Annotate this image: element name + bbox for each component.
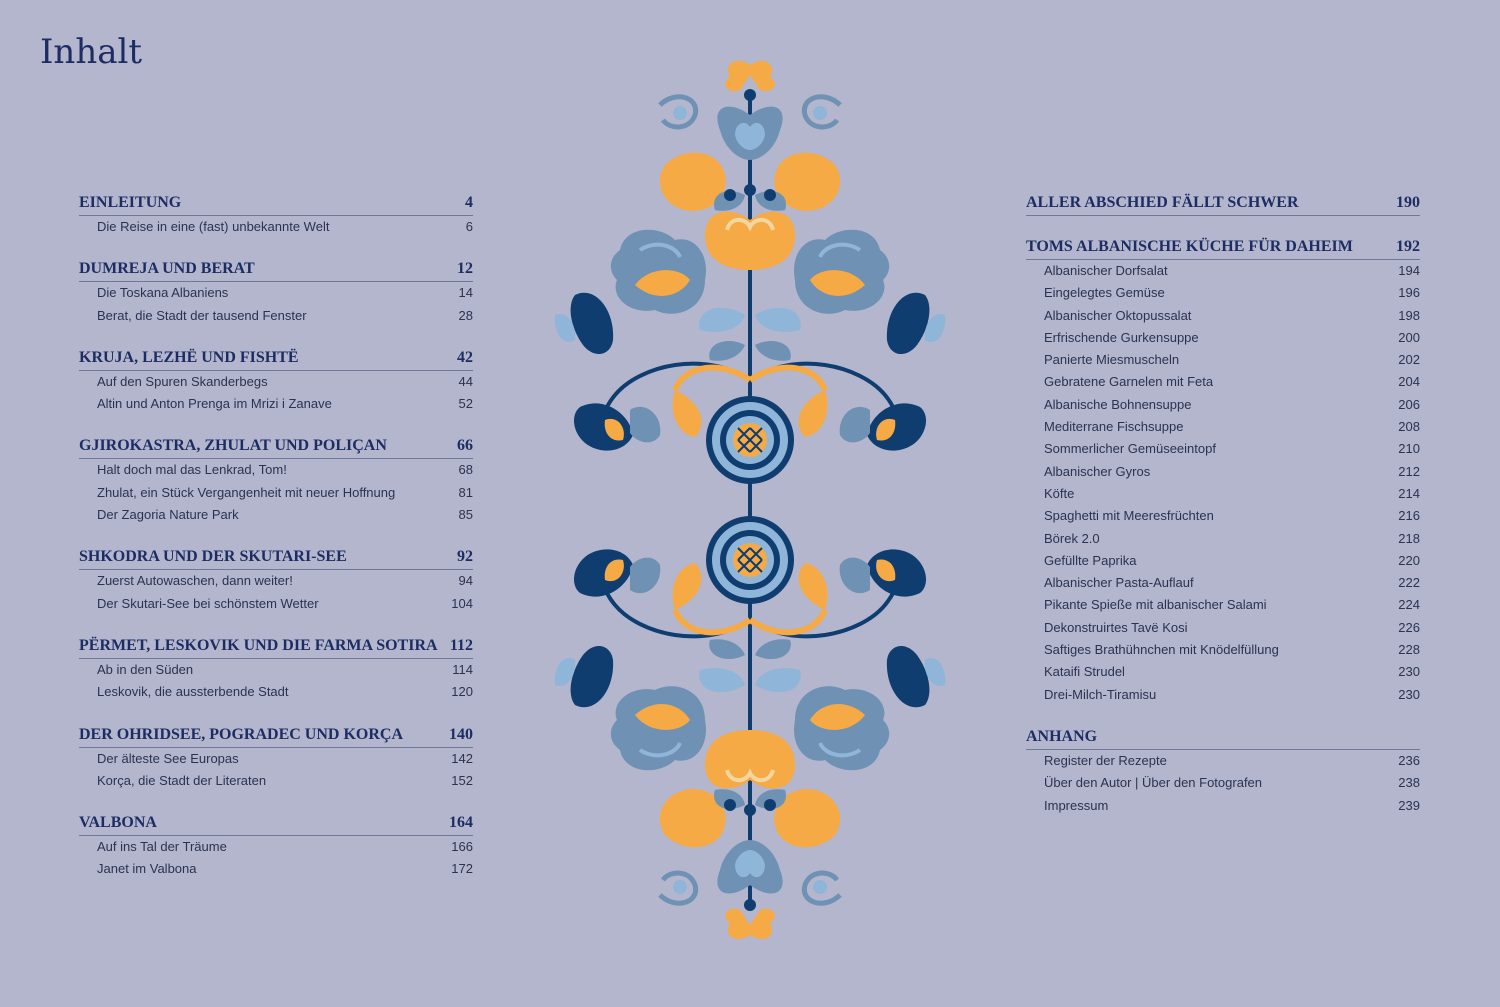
toc-right-column <box>1026 193 1420 838</box>
toc-entry <box>79 681 473 703</box>
entry-title: Die Reise in eine (fast) unbekannte Welt <box>97 219 330 234</box>
entry-page-number: 6 <box>465 219 473 234</box>
entry-page-number: 14 <box>458 285 473 301</box>
toc-entry <box>79 504 473 526</box>
entry-title: Der Skutari-See bei schönstem Wetter <box>97 595 319 611</box>
section-heading <box>79 348 473 371</box>
entry-page-number: 28 <box>458 307 473 323</box>
section-title: PËRMET, LESKOVIK UND DIE FARMA SOTIRA <box>79 636 438 654</box>
entry-page-number: 210 <box>1398 441 1420 457</box>
entry-page-number: 228 <box>1398 642 1420 658</box>
entry-title: Auf den Spuren Skanderbegs <box>97 373 268 389</box>
toc-section <box>79 725 473 793</box>
section-page-number: 112 <box>449 636 473 654</box>
entry-page-number: 230 <box>1398 686 1420 702</box>
toc-entry <box>1026 639 1420 661</box>
toc-entry <box>1026 349 1420 371</box>
entry-title: Janet im Valbona <box>97 861 197 877</box>
toc-entry <box>1026 327 1420 349</box>
section-title: DER OHRIDSEE, POGRADEC UND KORÇA <box>79 725 404 743</box>
toc-entry <box>79 858 473 880</box>
section-heading <box>79 436 473 459</box>
section-heading <box>1026 727 1420 750</box>
section-title: ANHANG <box>1026 727 1098 745</box>
entry-title: Die Toskana Albaniens <box>97 285 229 301</box>
entry-title: Börek 2.0 <box>1044 530 1100 546</box>
entry-title: Pikante Spieße mit albanischer Salami <box>1044 597 1267 613</box>
section-heading <box>79 547 473 570</box>
entry-title: Altin und Anton Prenga im Mrizi i Zanave <box>97 396 332 412</box>
toc-entry <box>1026 438 1420 460</box>
entry-title: Kataifi Strudel <box>1044 664 1125 680</box>
entry-title: Register der Rezepte <box>1044 752 1167 768</box>
section-page-number: 66 <box>457 437 473 455</box>
section-page-number: 92 <box>457 548 473 566</box>
toc-entry <box>79 836 473 858</box>
toc-entry <box>1026 550 1420 572</box>
section-heading <box>79 725 473 748</box>
entry-page-number: 230 <box>1398 664 1420 680</box>
entry-title: Köfte <box>1044 485 1075 501</box>
toc-entry <box>1026 684 1420 706</box>
section-title: ALLER ABSCHIED FÄLLT SCHWER <box>1026 194 1299 211</box>
entry-page-number: 44 <box>458 373 473 389</box>
toc-section <box>1026 727 1420 817</box>
toc-entry <box>1026 795 1420 817</box>
toc-entry <box>1026 772 1420 794</box>
entry-page-number: 68 <box>458 462 473 478</box>
toc-entry <box>79 482 473 504</box>
entry-title: Spaghetti mit Meeresfrüchten <box>1044 508 1214 524</box>
entry-title: Sommerlicher Gemüseeintopf <box>1044 441 1216 457</box>
toc-entry <box>1026 528 1420 550</box>
entry-title: Zuerst Autowaschen, dann weiter! <box>97 573 293 589</box>
section-heading <box>79 813 473 836</box>
toc-section <box>79 193 473 238</box>
toc-left-column <box>79 193 473 902</box>
entry-title: Albanischer Gyros <box>1044 463 1151 479</box>
toc-entry <box>1026 282 1420 304</box>
entry-title: Albanische Bohnensuppe <box>1044 396 1192 412</box>
toc-entry <box>79 393 473 415</box>
section-page-number: 12 <box>457 260 473 278</box>
entry-title: Drei-Milch-Tiramisu <box>1044 686 1157 702</box>
folk-floral-ornament-icon <box>545 35 955 965</box>
toc-entry <box>79 659 473 681</box>
section-heading <box>1026 193 1420 216</box>
toc-entry <box>79 459 473 481</box>
entry-title: Zhulat, ein Stück Vergangenheit mit neuer Hoffnung <box>97 484 396 500</box>
entry-page-number: 104 <box>451 595 473 611</box>
section-title: KRUJA, LEZHË UND FISHTË <box>79 348 299 366</box>
entry-title: Impressum <box>1044 797 1109 813</box>
entry-page-number: 226 <box>1398 619 1420 635</box>
entry-page-number: 196 <box>1398 285 1420 301</box>
toc-entry <box>1026 461 1420 483</box>
entry-page-number: 85 <box>458 507 473 523</box>
entry-title: Panierte Miesmuscheln <box>1044 352 1180 368</box>
entry-title: Saftiges Brathühnchen mit Knödelfüllung <box>1044 642 1279 658</box>
section-title: EINLEITUNG <box>79 194 182 211</box>
section-title: TOMS ALBANISCHE KÜCHE FÜR DAHEIM <box>1026 238 1353 255</box>
entry-page-number: 202 <box>1398 352 1420 368</box>
entry-page-number: 206 <box>1398 396 1420 412</box>
toc-entry <box>79 282 473 304</box>
section-heading <box>79 259 473 282</box>
toc-entry <box>79 216 473 238</box>
toc-entry <box>1026 617 1420 639</box>
toc-entry <box>79 593 473 615</box>
entry-title: Der älteste See Europas <box>97 750 239 766</box>
toc-entry <box>79 770 473 792</box>
entry-page-number: 52 <box>458 396 473 412</box>
toc-section <box>79 259 473 327</box>
entry-page-number: 212 <box>1398 463 1420 479</box>
toc-entry <box>1026 750 1420 772</box>
entry-title: Korça, die Stadt der Literaten <box>97 772 267 788</box>
toc-entry <box>1026 394 1420 416</box>
entry-page-number: 94 <box>458 573 473 589</box>
section-page-number: 192 <box>1396 238 1420 255</box>
entry-title: Halt doch mal das Lenkrad, Tom! <box>97 462 287 478</box>
toc-entry <box>79 570 473 592</box>
section-title: SHKODRA UND DER SKUTARI-SEE <box>79 548 347 566</box>
entry-page-number: 224 <box>1398 597 1420 613</box>
section-page-number: 42 <box>457 348 473 366</box>
entry-title: Albanischer Dorfsalat <box>1044 263 1168 278</box>
section-heading <box>1026 237 1420 260</box>
section-heading <box>79 636 473 659</box>
entry-title: Gebratene Garnelen mit Feta <box>1044 374 1214 390</box>
entry-page-number: 142 <box>451 750 473 766</box>
entry-title: Erfrischende Gurkensuppe <box>1044 329 1199 345</box>
entry-page-number: 236 <box>1398 752 1420 768</box>
toc-entry <box>1026 594 1420 616</box>
entry-title: Gefüllte Paprika <box>1044 552 1137 568</box>
section-page-number: 164 <box>449 814 473 832</box>
toc-entry <box>1026 305 1420 327</box>
entry-page-number: 222 <box>1398 575 1420 591</box>
entry-title: Dekonstruirtes Tavë Kosi <box>1044 619 1188 635</box>
entry-page-number: 166 <box>451 839 473 855</box>
entry-title: Eingelegtes Gemüse <box>1044 285 1165 301</box>
entry-page-number: 208 <box>1398 419 1420 435</box>
toc-section <box>1026 193 1420 216</box>
toc-section <box>79 348 473 416</box>
toc-entry <box>79 371 473 393</box>
toc-entry <box>1026 260 1420 282</box>
entry-page-number: 220 <box>1398 552 1420 568</box>
entry-page-number: 200 <box>1398 329 1420 345</box>
toc-section <box>79 547 473 615</box>
toc-section <box>79 636 473 704</box>
entry-title: Albanischer Oktopussalat <box>1044 307 1192 323</box>
entry-page-number: 238 <box>1398 775 1420 791</box>
entry-title: Albanischer Pasta-Auflauf <box>1044 575 1194 591</box>
section-page-number: 190 <box>1396 194 1420 211</box>
section-title: DUMREJA UND BERAT <box>79 260 255 278</box>
entry-title: Mediterrane Fischsuppe <box>1044 419 1184 435</box>
entry-page-number: 120 <box>451 684 473 700</box>
entry-title: Der Zagoria Nature Park <box>97 507 239 523</box>
entry-page-number: 218 <box>1398 530 1420 546</box>
entry-title: Über den Autor | Über den Fotografen <box>1044 775 1263 791</box>
entry-title: Leskovik, die aussterbende Stadt <box>97 684 289 700</box>
toc-entry <box>1026 483 1420 505</box>
toc-entry <box>1026 505 1420 527</box>
section-title: GJIROKASTRA, ZHULAT UND POLIÇAN <box>79 437 387 455</box>
toc-section <box>79 436 473 526</box>
toc-section <box>1026 237 1420 706</box>
page-title: Inhalt <box>40 32 143 72</box>
toc-entry <box>1026 661 1420 683</box>
entry-title: Berat, die Stadt der tausend Fenster <box>97 307 307 323</box>
section-title: VALBONA <box>79 814 157 832</box>
entry-page-number: 152 <box>451 772 473 788</box>
toc-entry <box>1026 371 1420 393</box>
toc-entry <box>1026 572 1420 594</box>
toc-section <box>79 813 473 881</box>
toc-entry <box>79 748 473 770</box>
section-heading <box>79 193 473 216</box>
entry-page-number: 114 <box>452 661 473 677</box>
entry-title: Ab in den Süden <box>97 661 194 677</box>
entry-page-number: 239 <box>1398 797 1420 813</box>
entry-page-number: 172 <box>451 861 473 877</box>
entry-page-number: 216 <box>1398 508 1420 524</box>
toc-entry <box>1026 416 1420 438</box>
entry-page-number: 194 <box>1398 263 1420 278</box>
entry-page-number: 198 <box>1398 307 1420 323</box>
section-page-number: 140 <box>449 725 473 743</box>
toc-entry <box>79 305 473 327</box>
entry-page-number: 204 <box>1398 374 1420 390</box>
entry-page-number: 214 <box>1398 485 1420 501</box>
section-page-number: 4 <box>465 194 473 211</box>
entry-page-number: 81 <box>458 484 473 500</box>
entry-title: Auf ins Tal der Träume <box>97 839 227 855</box>
